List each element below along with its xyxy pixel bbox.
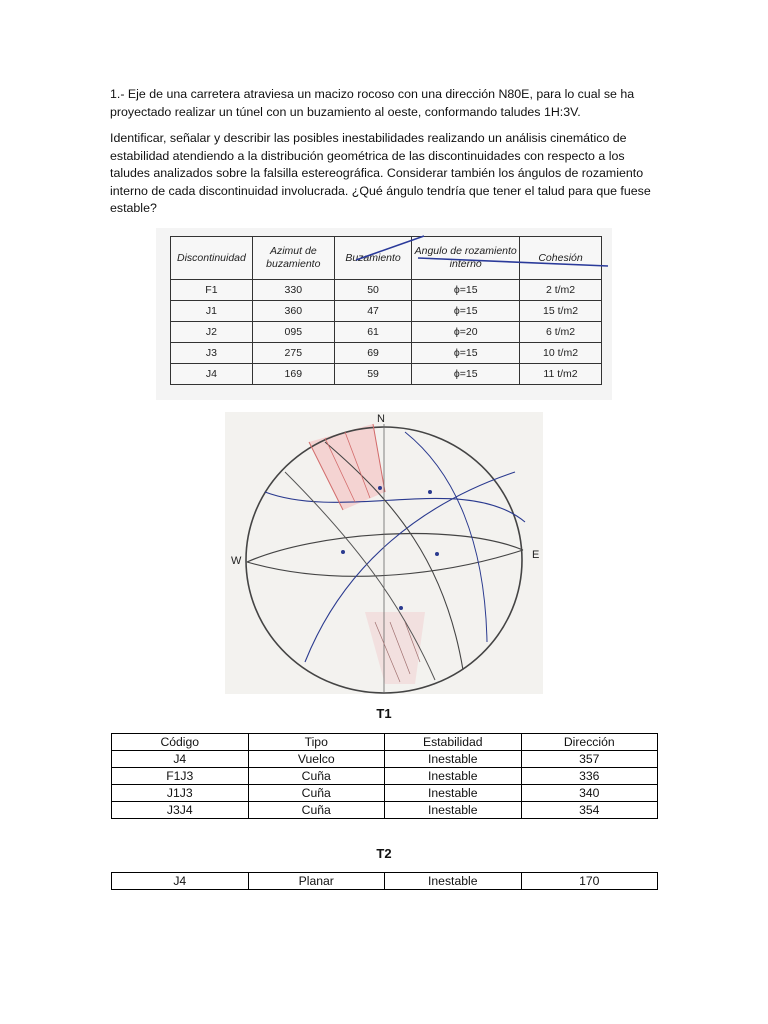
table-cell: Planar bbox=[248, 873, 385, 890]
table-cell: J4 bbox=[171, 364, 253, 385]
table-cell: 354 bbox=[521, 802, 658, 819]
table-cell: 095 bbox=[252, 322, 334, 343]
header-discontinuidad: Discontinuidad bbox=[171, 237, 253, 280]
east-label: E bbox=[532, 549, 540, 561]
t1-header-direccion: Dirección bbox=[521, 734, 658, 751]
table-cell: 360 bbox=[252, 301, 334, 322]
t2-table bbox=[111, 872, 658, 890]
table-cell: ϕ=15 bbox=[412, 280, 520, 301]
table-cell: 10 t/m2 bbox=[520, 343, 602, 364]
t1-table bbox=[111, 733, 658, 819]
header-azimut: Azimut de buzamiento bbox=[252, 237, 334, 280]
problem-instructions: Identificar, señalar y describir las posibles inestabilidades realizando un análisis cinemático de estabilidad atendiendo a la distribución geométrica de las discontinuidades con respecto a los taludes analizados sobre la falsilla estereográfica. Considerar también los ángulos de rozamiento interno de cada discontinuidad involucrada. ¿Qué ángulo tendría que tener el talud para que fuese estable? bbox=[110, 131, 651, 215]
table-cell: 357 bbox=[521, 751, 658, 768]
table-cell: 11 t/m2 bbox=[520, 364, 602, 385]
table-row bbox=[112, 768, 658, 785]
stereonet-svg bbox=[225, 412, 543, 694]
table-cell: Inestable bbox=[385, 802, 522, 819]
table-row bbox=[112, 751, 658, 768]
table-cell: 336 bbox=[521, 768, 658, 785]
table-cell: J3 bbox=[171, 343, 253, 364]
table-cell: F1J3 bbox=[112, 768, 249, 785]
table-cell: Inestable bbox=[385, 785, 522, 802]
t1-header-codigo: Código bbox=[112, 734, 249, 751]
table-cell: 59 bbox=[334, 364, 412, 385]
table-cell: 15 t/m2 bbox=[520, 301, 602, 322]
table-cell: ϕ=15 bbox=[412, 343, 520, 364]
table-cell: 50 bbox=[334, 280, 412, 301]
table-cell: 47 bbox=[334, 301, 412, 322]
table-cell: J1J3 bbox=[112, 785, 249, 802]
table-cell: ϕ=20 bbox=[412, 322, 520, 343]
table-cell: Inestable bbox=[385, 768, 522, 785]
stereonet-figure bbox=[225, 412, 543, 694]
table-cell: 340 bbox=[521, 785, 658, 802]
header-cohesion: Cohesión bbox=[520, 237, 602, 280]
table-cell: 6 t/m2 bbox=[520, 322, 602, 343]
table-cell: 2 t/m2 bbox=[520, 280, 602, 301]
table-cell: ϕ=15 bbox=[412, 364, 520, 385]
t2-caption: T2 bbox=[376, 846, 392, 861]
table-cell: 169 bbox=[252, 364, 334, 385]
table-cell: ϕ=15 bbox=[412, 301, 520, 322]
west-label: W bbox=[231, 555, 242, 567]
table-row bbox=[112, 873, 658, 890]
table-cell: 330 bbox=[252, 280, 334, 301]
table-cell: Cuña bbox=[248, 802, 385, 819]
problem-statement: 1.- Eje de una carretera atraviesa un macizo rocoso con una dirección N80E, para lo cual se ha proyectado realizar un túnel con un buzamiento al oeste, conformando taludes 1H:3V. bbox=[110, 87, 635, 119]
table-cell: Cuña bbox=[248, 768, 385, 785]
table-cell: F1 bbox=[171, 280, 253, 301]
table-cell: J4 bbox=[112, 751, 249, 768]
pen-strokes bbox=[156, 228, 612, 400]
table-cell: J1 bbox=[171, 301, 253, 322]
table-row bbox=[112, 802, 658, 819]
table-cell: Inestable bbox=[385, 873, 522, 890]
table-cell: Vuelco bbox=[248, 751, 385, 768]
t1-caption: T1 bbox=[376, 706, 392, 721]
table-cell: 170 bbox=[521, 873, 658, 890]
table-cell: 69 bbox=[334, 343, 412, 364]
table-cell: Cuña bbox=[248, 785, 385, 802]
table-cell: Inestable bbox=[385, 751, 522, 768]
discontinuity-table-scan bbox=[156, 228, 612, 400]
north-label: N bbox=[377, 413, 385, 425]
table-cell: 61 bbox=[334, 322, 412, 343]
t1-header-estabilidad: Estabilidad bbox=[385, 734, 522, 751]
table-cell: J3J4 bbox=[112, 802, 249, 819]
header-rozamiento: Angulo de rozamiento interno bbox=[412, 237, 520, 280]
table-cell: 275 bbox=[252, 343, 334, 364]
table-cell: J2 bbox=[171, 322, 253, 343]
table-cell: J4 bbox=[112, 873, 249, 890]
t1-header-tipo: Tipo bbox=[248, 734, 385, 751]
table-row bbox=[112, 785, 658, 802]
header-buzamiento: Buzamiento bbox=[334, 237, 412, 280]
